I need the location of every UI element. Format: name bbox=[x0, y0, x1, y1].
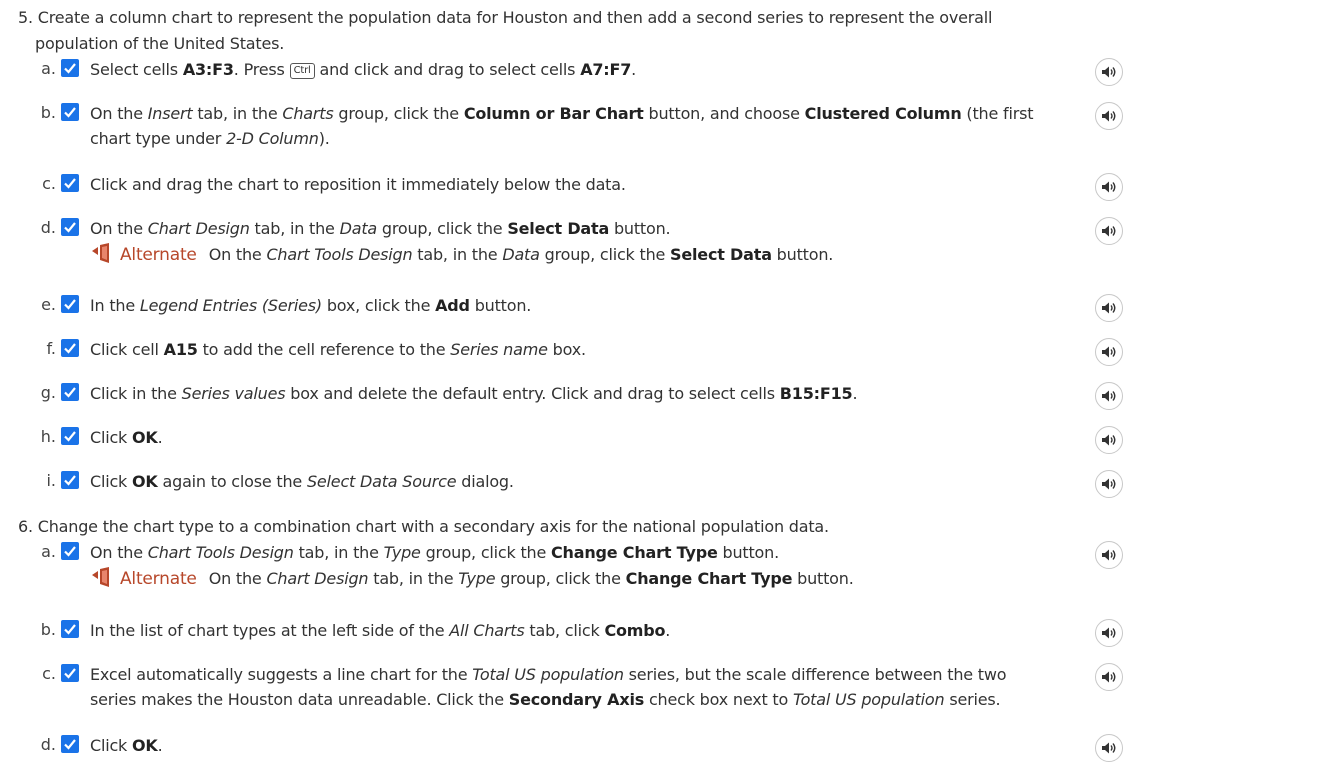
step-text bbox=[90, 469, 1035, 494]
text-run: tab, in the bbox=[368, 569, 459, 588]
step-letter: a. bbox=[41, 59, 56, 78]
text-run: Secondary Axis bbox=[508, 690, 645, 709]
speaker-icon[interactable] bbox=[1095, 294, 1123, 322]
text-run: tab, in the bbox=[293, 543, 384, 562]
checkmark-icon bbox=[61, 735, 79, 753]
step-text bbox=[90, 381, 1035, 406]
text-run: Charts bbox=[282, 104, 334, 123]
text-run: On the bbox=[90, 104, 148, 123]
alternate-instruction bbox=[90, 242, 1035, 268]
text-run: button. bbox=[771, 245, 834, 264]
text-run: Click bbox=[90, 428, 133, 447]
text-run: OK bbox=[132, 472, 158, 491]
step-letter: b. bbox=[40, 620, 56, 639]
speaker-icon[interactable] bbox=[1095, 470, 1123, 498]
step-text bbox=[90, 662, 1035, 712]
text-run: group, click the bbox=[420, 543, 552, 562]
text-run: button. bbox=[717, 543, 779, 562]
step-letter: a. bbox=[41, 542, 56, 561]
text-run: tab, in the bbox=[412, 245, 503, 264]
checkmark-icon bbox=[61, 174, 79, 192]
checkmark-icon bbox=[61, 427, 79, 445]
alternate-label: Alternate bbox=[120, 569, 197, 589]
checkmark-icon bbox=[61, 103, 79, 121]
checkmark-icon bbox=[61, 542, 79, 560]
speaker-icon[interactable] bbox=[1095, 173, 1123, 201]
step-letter: f. bbox=[46, 339, 56, 358]
text-run: Click cell bbox=[90, 340, 164, 359]
text-run: Select Data Source bbox=[306, 472, 457, 491]
text-run: Click bbox=[90, 472, 133, 491]
text-run: . Press bbox=[233, 60, 290, 79]
speaker-icon[interactable] bbox=[1095, 338, 1123, 366]
checkmark-icon bbox=[61, 218, 79, 236]
text-run: Change Chart Type bbox=[625, 569, 793, 588]
text-run: . bbox=[631, 60, 637, 79]
text-run: Add bbox=[435, 296, 470, 315]
text-run: Series values bbox=[181, 384, 286, 403]
speaker-icon[interactable] bbox=[1095, 663, 1123, 691]
text-run: tab, click bbox=[524, 621, 605, 640]
text-run: box, click the bbox=[321, 296, 436, 315]
text-run: Select Data bbox=[670, 245, 772, 264]
step-text bbox=[90, 216, 1035, 241]
text-run: Total US population bbox=[472, 665, 624, 684]
text-run: button. bbox=[792, 569, 854, 588]
text-run: Legend Entries (Series) bbox=[139, 296, 322, 315]
text-run: Excel automatically suggests a line chart for the bbox=[90, 665, 473, 684]
step-letter: c. bbox=[42, 664, 56, 683]
text-run: Select Data bbox=[507, 219, 610, 238]
step-letter: i. bbox=[46, 471, 56, 490]
step-letter: d. bbox=[40, 218, 56, 237]
text-run: Type bbox=[383, 543, 421, 562]
step-letter: h. bbox=[40, 427, 56, 446]
text-run: Data bbox=[339, 219, 377, 238]
step-letter: e. bbox=[41, 295, 56, 314]
step-text bbox=[90, 337, 1035, 362]
text-run: Chart Design bbox=[266, 569, 369, 588]
office-logo-icon bbox=[90, 243, 120, 263]
speaker-icon[interactable] bbox=[1095, 58, 1123, 86]
text-run: . bbox=[157, 736, 163, 755]
text-run: Insert bbox=[147, 104, 193, 123]
text-run: box and delete the default entry. Click and drag to select cells bbox=[285, 384, 780, 403]
text-run: Clustered Column bbox=[804, 104, 962, 123]
text-run: check box next to bbox=[644, 690, 793, 709]
step-text: Click and drag the chart to reposition it immediately below the data. bbox=[90, 175, 626, 194]
text-run: to add the cell reference to the bbox=[197, 340, 451, 359]
text-run: Chart Tools Design bbox=[266, 245, 413, 264]
text-run: Total US population bbox=[792, 690, 945, 709]
task-5-title-line2: population of the United States. bbox=[35, 34, 285, 53]
step-text bbox=[90, 540, 1035, 565]
text-run: 2-D Column bbox=[226, 129, 319, 148]
office-logo-icon bbox=[90, 567, 120, 587]
text-run: Click bbox=[90, 736, 133, 755]
step-text bbox=[90, 425, 1035, 450]
text-run: On the bbox=[90, 219, 148, 238]
task-6-title: 6. Change the chart type to a combination chart with a secondary axis for the national population data. bbox=[18, 517, 829, 536]
step-letter: b. bbox=[40, 103, 56, 122]
text-run: box. bbox=[547, 340, 586, 359]
text-run: Data bbox=[502, 245, 540, 264]
speaker-icon[interactable] bbox=[1095, 541, 1123, 569]
text-run: button, and choose bbox=[643, 104, 805, 123]
speaker-icon[interactable] bbox=[1095, 217, 1123, 245]
text-run: All Charts bbox=[449, 621, 525, 640]
text-run: Change Chart Type bbox=[551, 543, 718, 562]
text-run: Column or Bar Chart bbox=[463, 104, 644, 123]
text-run: . bbox=[852, 384, 858, 403]
text-run: On the bbox=[208, 245, 267, 264]
alternate-instruction bbox=[90, 566, 1035, 592]
text-run: group, click the bbox=[495, 569, 626, 588]
step-text bbox=[90, 293, 1035, 318]
text-run: A15 bbox=[163, 340, 198, 359]
text-run: chart type under bbox=[90, 129, 227, 148]
checkmark-icon bbox=[61, 59, 79, 77]
text-run: OK bbox=[132, 428, 158, 447]
checkmark-icon bbox=[61, 383, 79, 401]
speaker-icon[interactable] bbox=[1095, 619, 1123, 647]
task-5-title bbox=[18, 5, 1028, 57]
text-run: tab, in the bbox=[249, 219, 340, 238]
speaker-icon[interactable] bbox=[1095, 426, 1123, 454]
ctrl-key: Ctrl bbox=[290, 63, 315, 79]
checkmark-icon bbox=[61, 295, 79, 313]
step-letter: g. bbox=[40, 383, 56, 402]
step-letter: c. bbox=[42, 174, 56, 193]
checkmark-icon bbox=[61, 620, 79, 638]
text-run: In the list of chart types at the left side of the bbox=[90, 621, 450, 640]
text-run: series. bbox=[944, 690, 1001, 709]
text-run: On the bbox=[90, 543, 148, 562]
step-text bbox=[90, 618, 1035, 643]
text-run: . bbox=[157, 428, 163, 447]
text-run: series, but the scale difference between the two bbox=[623, 665, 1007, 684]
text-run: group, click the bbox=[377, 219, 508, 238]
step-text bbox=[90, 101, 1035, 151]
step-text bbox=[90, 57, 1035, 82]
checkmark-icon bbox=[61, 664, 79, 682]
text-run: series makes the Houston data unreadable. Click the bbox=[90, 690, 509, 709]
speaker-icon[interactable] bbox=[1095, 102, 1123, 130]
text-run: Type bbox=[458, 569, 496, 588]
text-run: button. bbox=[609, 219, 671, 238]
text-run: Combo bbox=[604, 621, 666, 640]
text-run: A3:F3 bbox=[182, 60, 234, 79]
text-run: group, click the bbox=[333, 104, 464, 123]
text-run: again to close the bbox=[157, 472, 307, 491]
text-run: and click and drag to select cells bbox=[314, 60, 581, 79]
text-run: tab, in the bbox=[192, 104, 283, 123]
text-run: ). bbox=[318, 129, 330, 148]
alternate-label: Alternate bbox=[120, 245, 197, 265]
text-run: Series name bbox=[450, 340, 548, 359]
text-run: Select cells bbox=[90, 60, 183, 79]
checkmark-icon bbox=[61, 471, 79, 489]
text-run: A7:F7 bbox=[580, 60, 632, 79]
text-run: Click in the bbox=[90, 384, 182, 403]
text-run: B15:F15 bbox=[779, 384, 853, 403]
checkmark-icon bbox=[61, 339, 79, 357]
task-5-title-line1: 5. Create a column chart to represent the population data for Houston and then add a second series to represent the overall bbox=[18, 8, 993, 27]
text-run: . bbox=[665, 621, 671, 640]
text-run: dialog. bbox=[456, 472, 514, 491]
text-run: On the bbox=[208, 569, 267, 588]
speaker-icon[interactable] bbox=[1095, 382, 1123, 410]
step-letter: d. bbox=[40, 735, 56, 754]
text-run: button. bbox=[469, 296, 532, 315]
text-run: (the first bbox=[961, 104, 1034, 123]
step-text bbox=[90, 733, 1035, 758]
text-run: Chart Design bbox=[147, 219, 250, 238]
text-run: Chart Tools Design bbox=[147, 543, 294, 562]
speaker-icon[interactable] bbox=[1095, 734, 1123, 762]
text-run: group, click the bbox=[539, 245, 671, 264]
text-run: In the bbox=[90, 296, 140, 315]
text-run: OK bbox=[132, 736, 158, 755]
